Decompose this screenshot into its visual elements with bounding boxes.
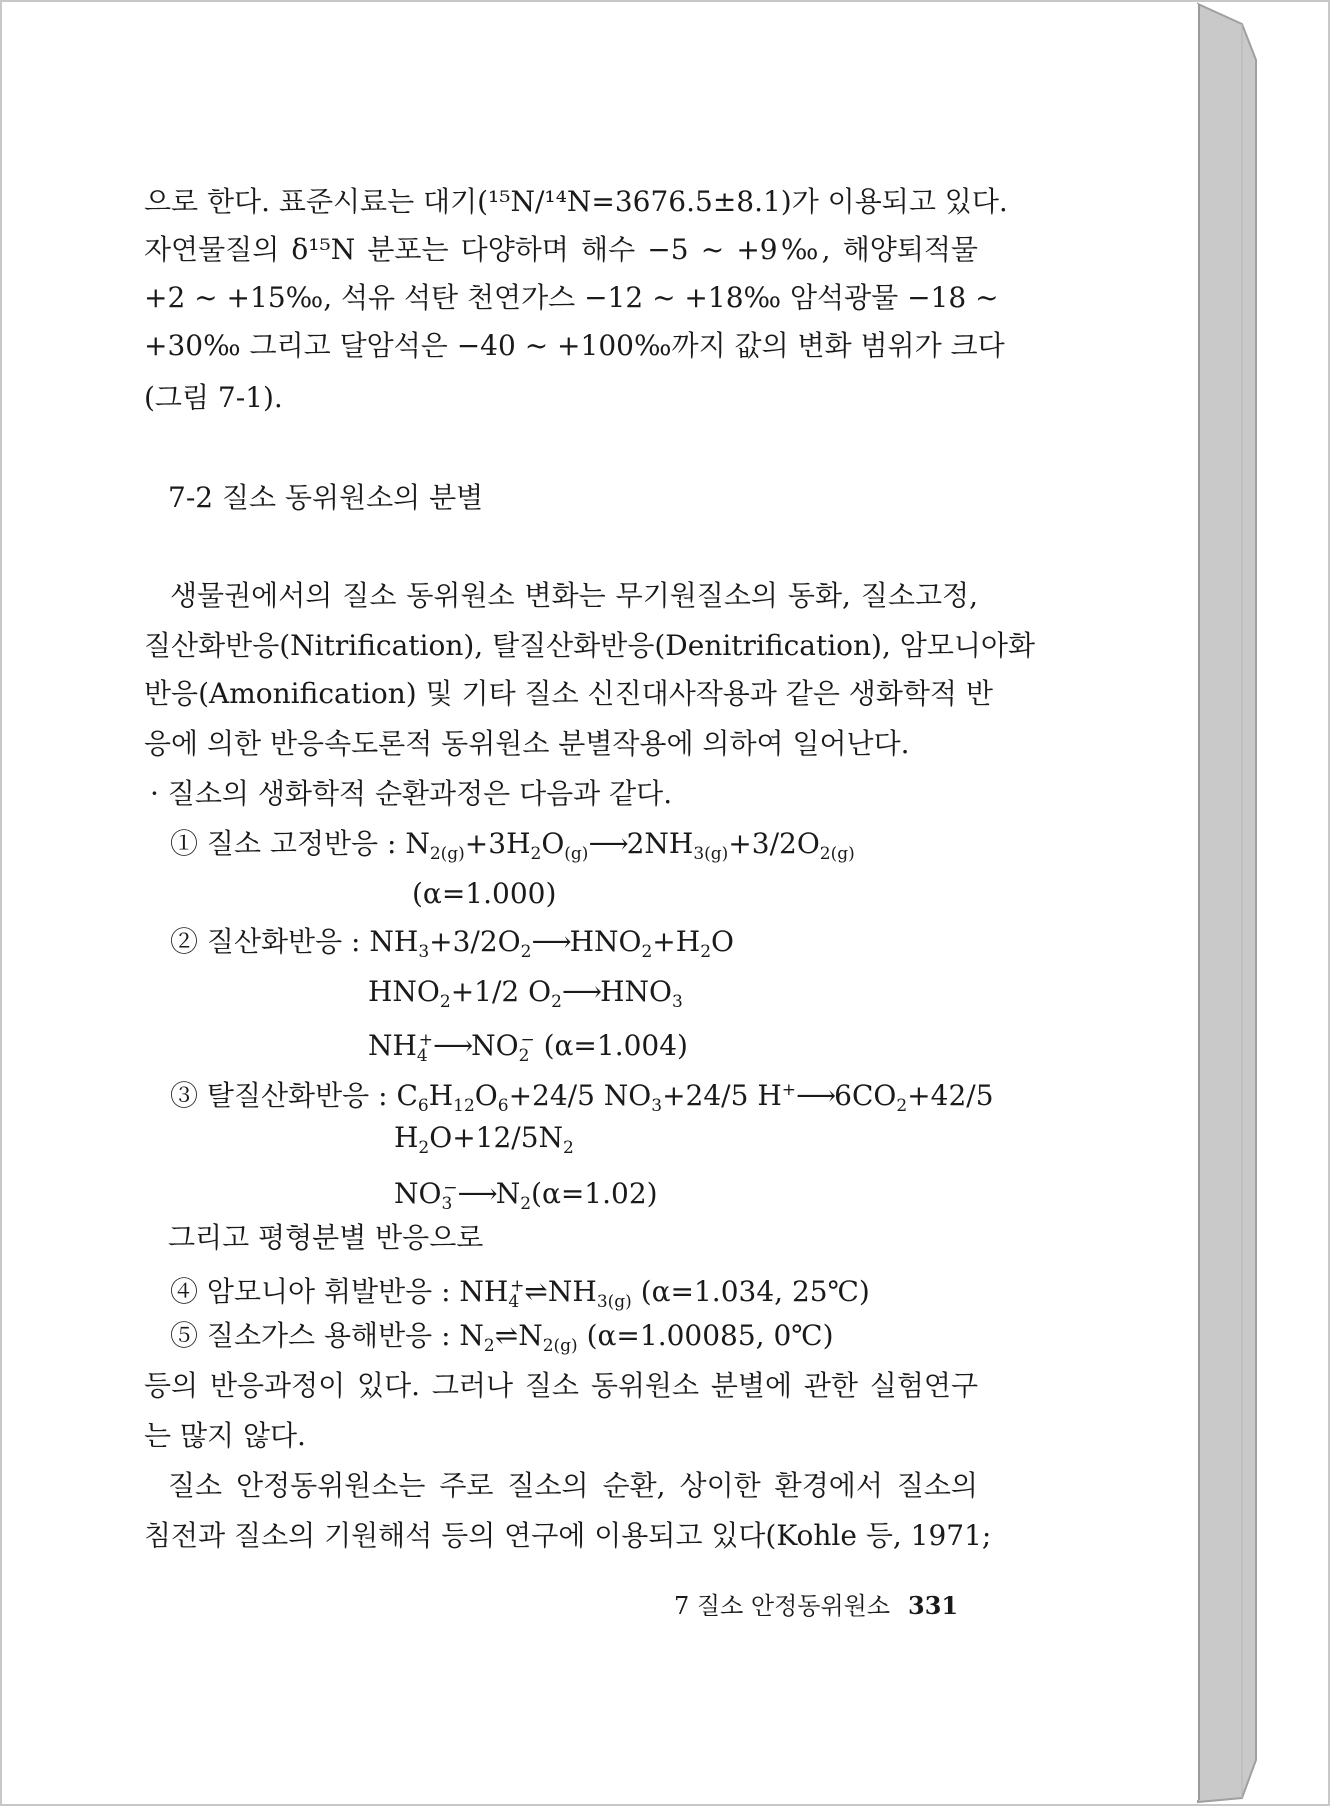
reaction-1-alpha: (α=1.000) — [412, 877, 557, 910]
paragraph2-line5: · 질소의 생화학적 순환과정은 다음과 같다. — [150, 777, 673, 810]
reaction-3-label: ③ 탈질산화반응 : — [170, 1079, 397, 1112]
reaction-4 — [170, 1266, 870, 1322]
reaction-4-label: ④ 암모니아 휘발반응 : — [170, 1275, 460, 1308]
paragraph3-line2: 는 많지 않다. — [144, 1419, 306, 1452]
reaction-5-alpha: (α=1.00085, 0℃) — [586, 1319, 834, 1352]
section-heading: 7-2 질소 동위원소의 분별 — [168, 481, 484, 514]
paragraph2-line3: 반응(Amonification) 및 기타 질소 신진대사작용과 같은 생화학적 반 — [144, 677, 993, 710]
paragraph1-line4: +30‰ 그리고 달암석은 −40 ~ +100‰까지 값의 변화 범위가 크다 — [144, 329, 1005, 362]
reaction-2-label: ② 질산화반응 : — [170, 925, 370, 958]
paragraph2-line2: 질산화반응(Nitrification), 탈질산화반응(Denitrification), 암모니아화 — [144, 629, 1036, 662]
reaction-2-equation-b: $HNO_2+1/2$ $O_2⟶HNO_3$ — [368, 975, 683, 1012]
reaction-3-equation-a: $C_6H_{12}O_6+24/5$ $NO_3+24/5$ $H^+⟶6CO_2+42/5$ — [396, 1079, 994, 1116]
reaction-5-label: ⑤ 질소가스 용해반응 : — [170, 1319, 460, 1352]
footer-chapter-title: 7 질소 안정동위원소 — [674, 1592, 890, 1620]
reaction-2 — [170, 922, 734, 972]
paragraph1-line2: 자연물질의 δ¹⁵N 분포는 다양하며 해수 −5 ~ +9‰, 해양퇴적물 — [144, 233, 978, 266]
reaction-5-equation: $N_2\rightleftharpoons N_{2(g)}$ — [459, 1319, 578, 1356]
reaction-3-equation-b: $H_2O+12/5N_2$ — [394, 1121, 574, 1158]
reaction-3 — [170, 1070, 994, 1126]
equilibrium-intro: 그리고 평형분별 반응으로 — [168, 1221, 484, 1254]
reaction-4-alpha: (α=1.034, 25℃) — [640, 1275, 870, 1308]
reaction-1-label: ① 질소 고정반응 : — [170, 827, 406, 860]
reaction-4-equation: $NH_4^+\rightleftharpoons NH_{3(g)}$ — [459, 1275, 632, 1312]
paragraph1-line1: 으로 한다. 표준시료는 대기(¹⁵N/¹⁴N=3676.5±8.1)가 이용되고 있다. — [144, 185, 1008, 218]
reaction-1 — [170, 824, 855, 874]
paragraph1-line5: (그림 7-1). — [144, 381, 283, 414]
paragraph3-line4: 침전과 질소의 기원해석 등의 연구에 이용되고 있다(Kohle 등, 1971; — [144, 1519, 992, 1552]
paragraph2-line1: 생물권에서의 질소 동위원소 변화는 무기원질소의 동화, 질소고정, — [170, 579, 978, 612]
paragraph1-line3: +2 ~ +15‰, 석유 석탄 천연가스 −12 ~ +18‰ 암석광물 −18 ~ — [144, 281, 999, 314]
reaction-2-alpha: (α=1.004) — [543, 1029, 688, 1062]
reaction-2-equation-c: $NH_4^+⟶NO_2^-$ (α=1.004) — [368, 1029, 688, 1066]
paragraph2-line4: 응에 의한 반응속도론적 동위원소 분별작용에 의하여 일어난다. — [144, 727, 910, 760]
reaction-5 — [170, 1316, 834, 1366]
paragraph3-line1: 등의 반응과정이 있다. 그러나 질소 동위원소 분별에 관한 실험연구 — [144, 1369, 978, 1402]
reaction-2-equation-a: $NH_3+3/2O_2⟶HNO_2+H_2O$ — [369, 925, 734, 962]
running-footer — [674, 1590, 958, 1622]
reaction-3-equation-c: $NO_3^-⟶N_2(\alpha=1.02)$ — [394, 1177, 658, 1214]
page-number: 331 — [908, 1591, 959, 1620]
reaction-1-equation: $N_{2(g)}+3H_2O_{(g)}⟶2NH_{3(g)}+3/2O_{2(g)}$ — [405, 827, 855, 864]
paragraph3-line3: 질소 안정동위원소는 주로 질소의 순환, 상이한 환경에서 질소의 — [168, 1469, 978, 1502]
book-page — [4, 4, 1200, 1800]
reaction-3-alpha: (α=1.02) — [531, 1177, 658, 1210]
